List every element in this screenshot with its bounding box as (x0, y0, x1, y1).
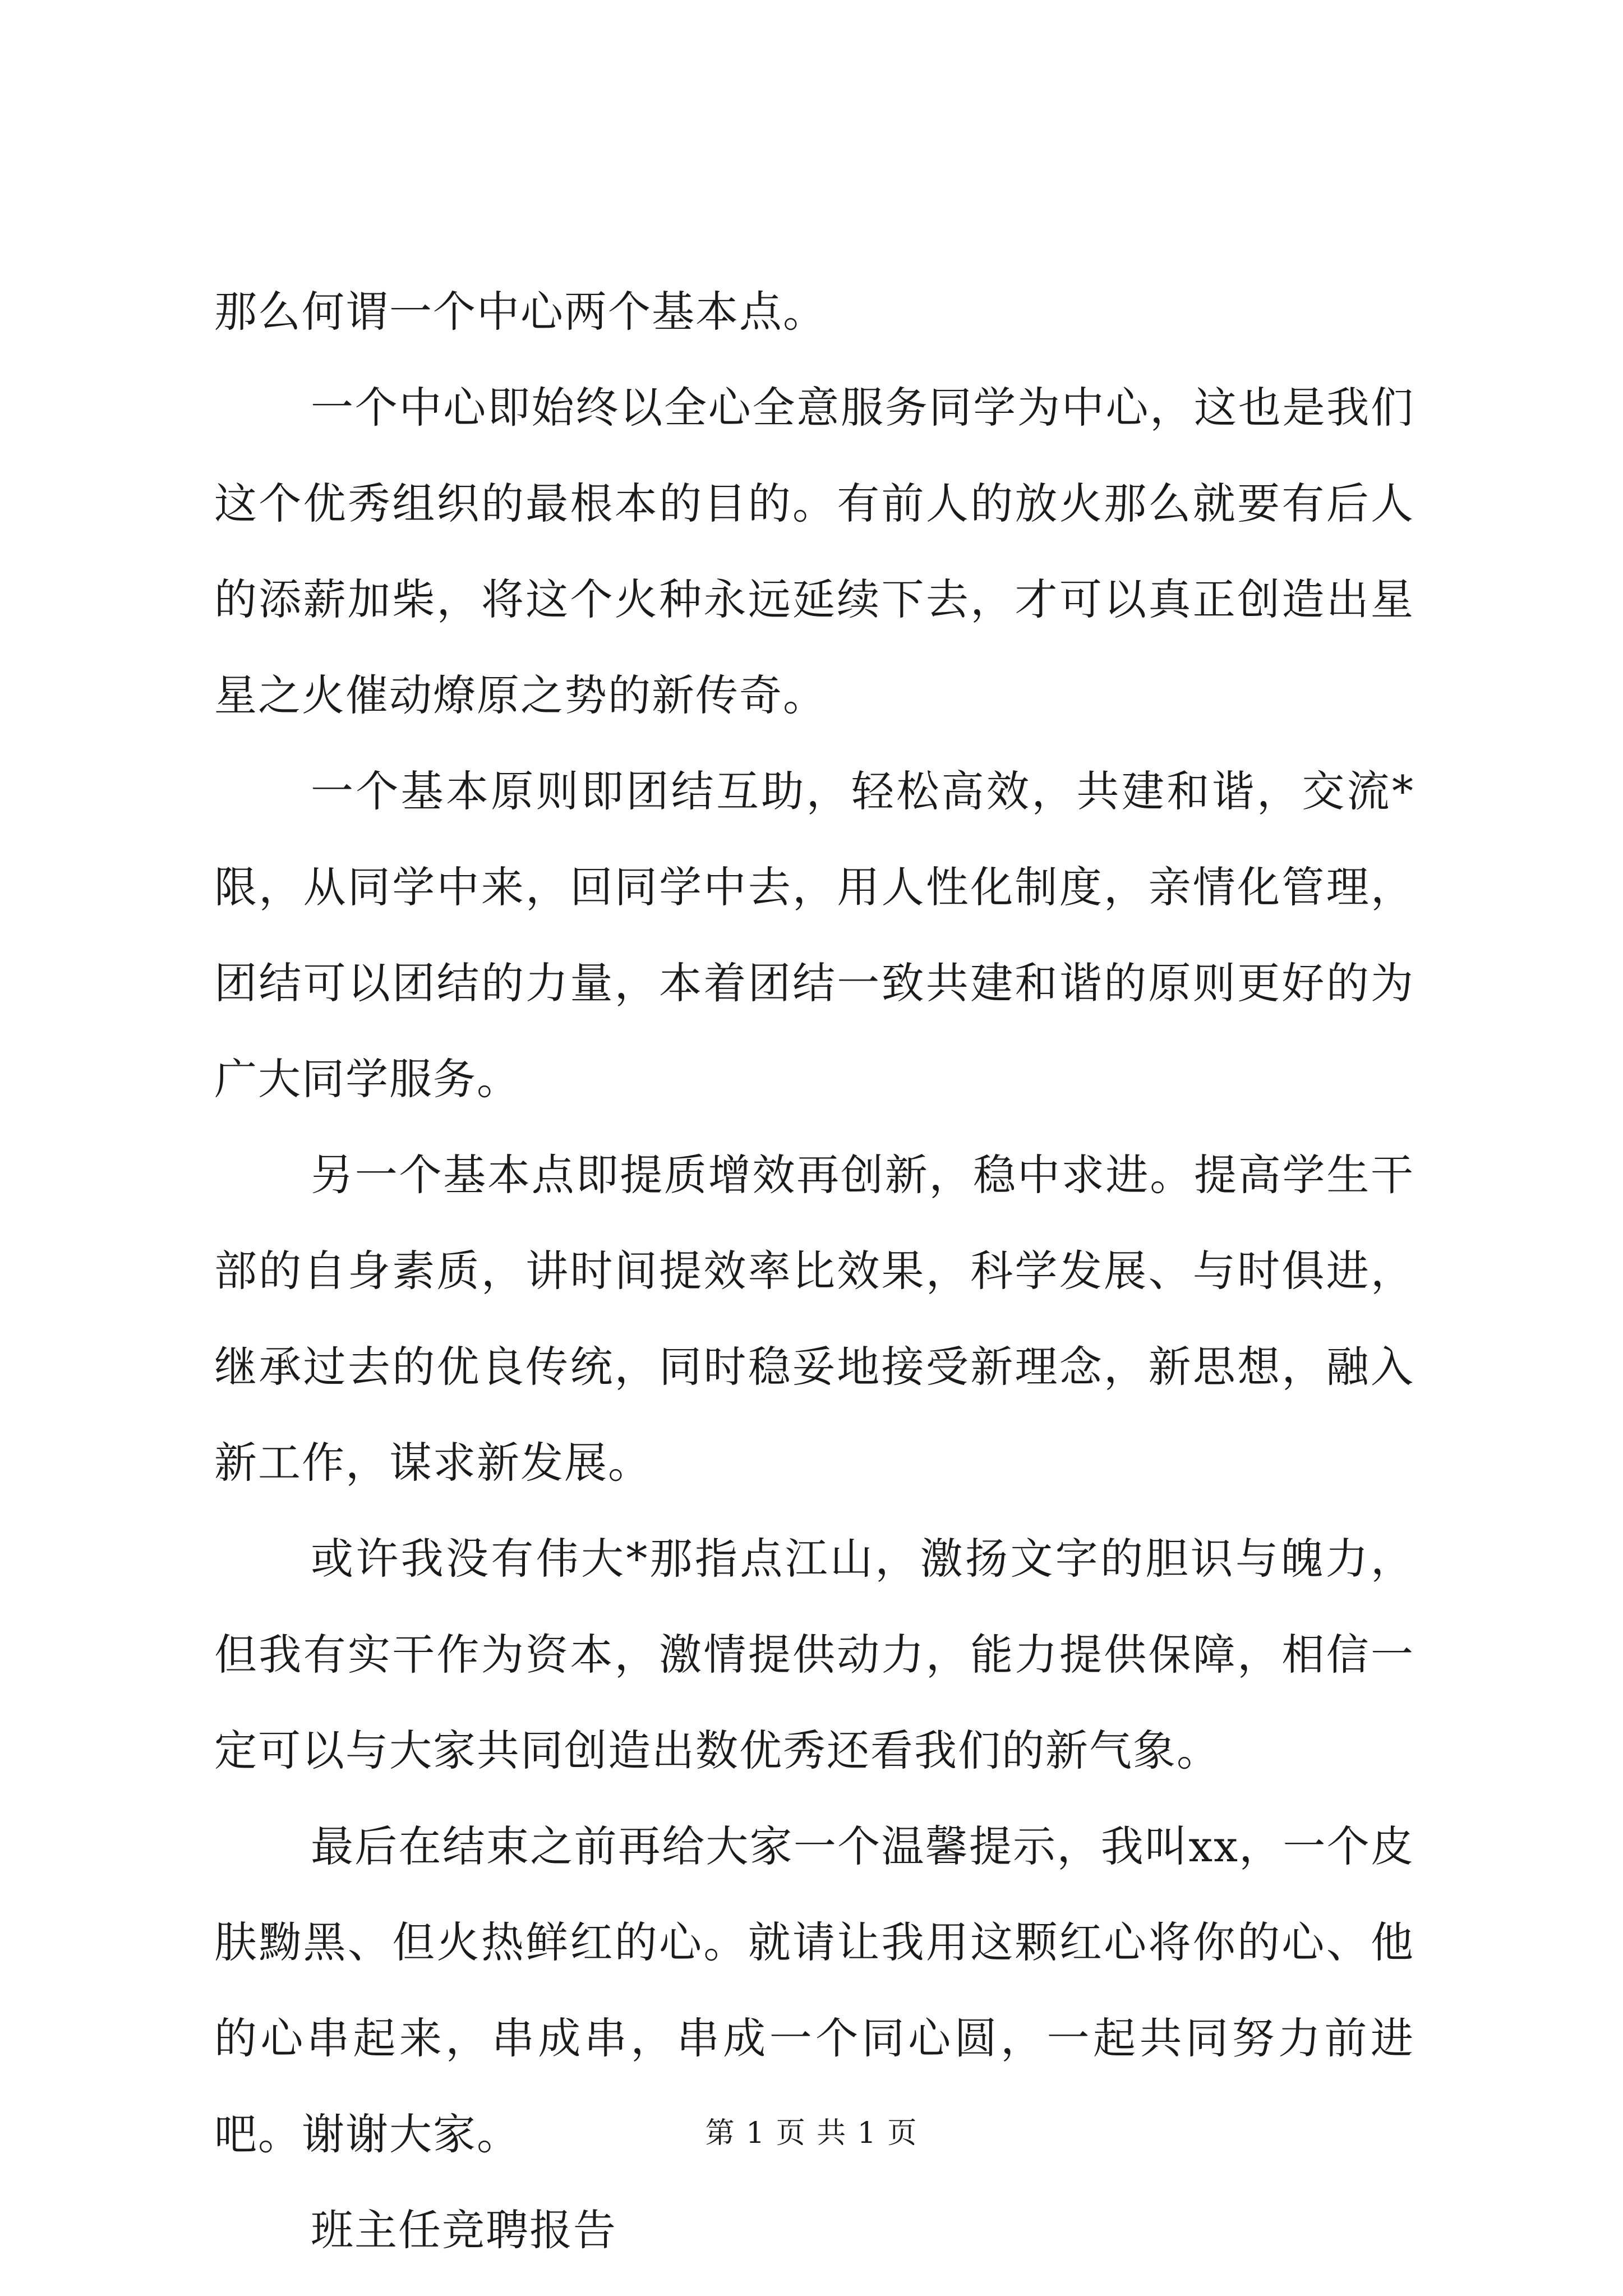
paragraph-5: 或许我没有伟大*那指点江山，激扬文字的胆识与魄力，但我有实干作为资本，激情提供动力，能力提供保障，相信一定可以与大家共同创造出数优秀还看我们的新气象。 (214, 1534, 1414, 1775)
document-body (214, 264, 1414, 2278)
paragraph-6: 最后在结束之前再给大家一个温馨提示，我叫xx，一个皮肤黝黑、但火热鲜红的心。就请让我用这颗红心将你的心、他的心串起来，串成串，串成一个同心圆，一起共同努力前进吧。谢谢大家。 (214, 1821, 1414, 2159)
paragraph-3: 一个基本原则即团结互助，轻松高效，共建和谐，交流*限，从同学中来，回同学中去，用人性化制度，亲情化管理，团结可以团结的力量，本着团结一致共建和谐的原则更好的为广大同学服务。 (214, 766, 1414, 1104)
paragraph-2: 一个中心即始终以全心全意服务同学为中心，这也是我们这个优秀组织的最根本的目的。有前人的放火那么就要有后人的添薪加柴，将这个火种永远延续下去，才可以真正创造出星星之火催动燎原之势的新传奇。 (214, 383, 1414, 720)
paragraph-1: 那么何谓一个中心两个基本点。 (214, 287, 827, 337)
page-footer: 第 1 页 共 1 页 (705, 2116, 918, 2150)
paragraph-title: 班主任竞聘报告 (311, 2205, 617, 2255)
paragraph-4: 另一个基本点即提质增效再创新，稳中求进。提高学生干部的自身素质，讲时间提效率比效果，科学发展、与时俱进，继承过去的优良传统，同时稳妥地接受新理念，新思想，融入新工作，谋求新发展。 (214, 1150, 1414, 1488)
